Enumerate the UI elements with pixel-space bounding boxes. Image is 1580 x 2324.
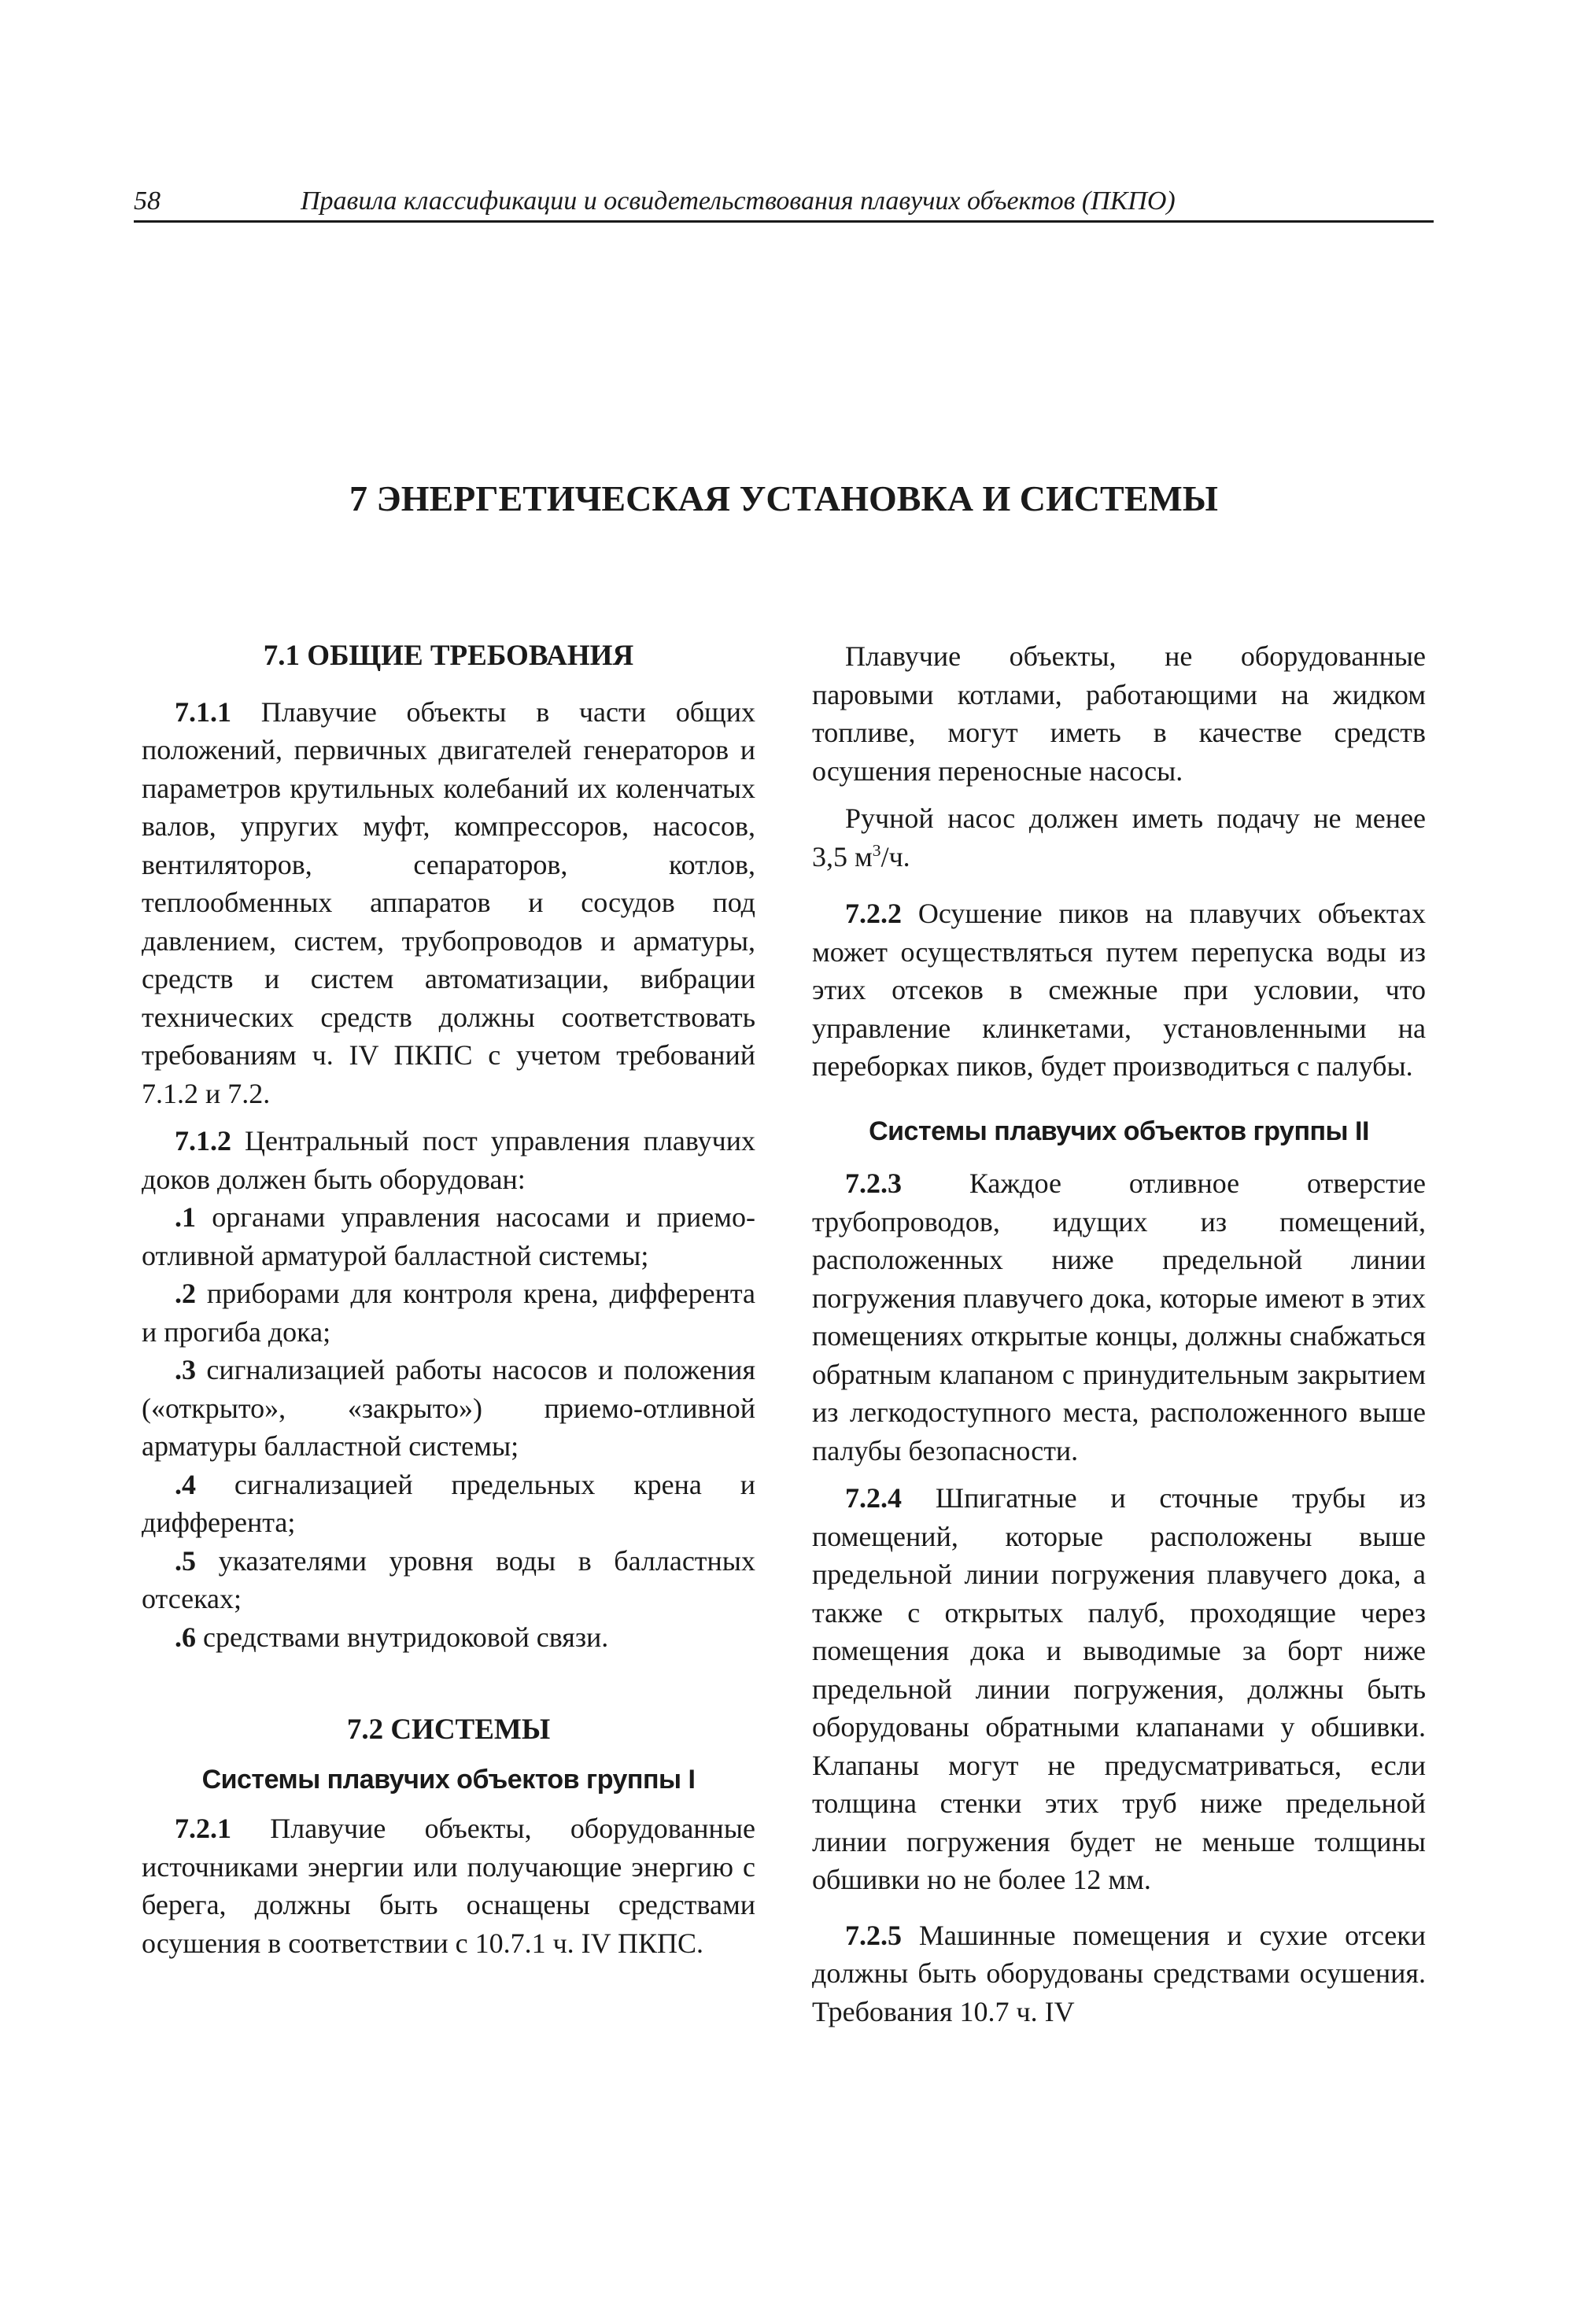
list-item-number: .6	[175, 1621, 196, 1653]
paragraph-7-2-4	[812, 1479, 1426, 1899]
section-7-2-heading: 7.2 СИСТЕМЫ	[346, 1713, 551, 1746]
list-item-number: .3	[175, 1354, 196, 1385]
clause-number: 7.1.1	[175, 695, 231, 728]
running-title: Правила классификации и освидетельствования плавучих объектов (ПКПО)	[301, 186, 1176, 216]
clause-number: 7.1.2	[175, 1125, 231, 1156]
group-1-subheading: Системы плавучих объектов группы I	[201, 1764, 696, 1795]
left-column	[142, 637, 755, 1962]
paragraph-7-1-1	[142, 693, 755, 1113]
list-item-text: органами управления насосами и приемо-отливной арматурой балластной системы;	[142, 1201, 755, 1271]
list-item	[142, 1198, 755, 1275]
paragraph-7-1-2	[142, 1122, 755, 1198]
list-item	[142, 1466, 755, 1542]
clause-number: 7.2.2	[845, 898, 902, 929]
superscript: 3	[872, 840, 881, 860]
list-item-number: .1	[175, 1201, 196, 1233]
group-2-subheading: Системы плавучих объектов группы II	[869, 1116, 1369, 1146]
list-item-number: .5	[175, 1544, 196, 1577]
running-header	[134, 183, 1434, 223]
clause-text: Плавучие объекты, оборудованные источниками энергии или получающие энергию с берега, должны быть оснащены средствами осушения в соответствии с 10.7.1 ч. IV ПКПС.	[142, 1813, 755, 1959]
clause-text: Плавучие объекты в части общих положений, первичных двигателей генераторов и параметров крутильных колебаний их коленчатых валов, упругих муфт, компрессоров, насосов, вентиляторов, сепараторов, котлов, теплообменных аппаратов и сосудов под давлением, систем, трубопроводов и арматуры, средств и систем автоматизации, вибрации технических средств должны соответствовать требованиям ч. IV ПКПС с учетом требований 7.1.2 и 7.2.	[142, 695, 756, 1109]
chapter-title: 7 ЭНЕРГЕТИЧЕСКАЯ УСТАНОВКА И СИСТЕМЫ	[349, 478, 1218, 518]
clause-text: Каждое отливное отверстие трубопроводов, идущих из помещений, расположенных ниже предельной линии погружения плавучего дока, которые имеют в этих помещениях открытые концы, должны снабжаться обратным клапаном с принудительным закрытием из легкодоступного места, расположенного выше палубы безопасности.	[812, 1168, 1426, 1466]
list-item-number: .2	[175, 1278, 196, 1309]
right-column	[812, 637, 1426, 2031]
list-item-text: приборами для контроля крена, дифферента и прогиба дока;	[142, 1278, 755, 1348]
list-item-text: сигнализацией работы насосов и положения («открыто», «закрыто») приемо-отливной арматуры балластной системы;	[142, 1354, 755, 1462]
list-item	[142, 1542, 755, 1618]
page-number: 58	[134, 186, 161, 216]
clause-text: Машинные помещения и сухие отсеки должны быть оборудованы средствами осушения. Требования 10.7 ч. IV	[812, 1919, 1427, 2027]
list-item-text: средствами внутридоковой связи.	[203, 1621, 609, 1653]
clause-text: Центральный пост управления плавучих доков должен быть оборудован:	[142, 1125, 755, 1195]
list-item	[142, 1618, 755, 1657]
paragraph-hand-pump	[812, 799, 1426, 876]
clause-text: Осушение пиков на плавучих объектах может осуществляться путем перепуска воды из этих отсеков в смежные при условии, что управление клинкетами, установленными на переборках пиков, будет производиться с палубы.	[812, 898, 1426, 1082]
paragraph-7-2-3	[812, 1164, 1426, 1470]
section-7-1-heading: 7.1 ОБЩИЕ ТРЕБОВАНИЯ	[263, 640, 634, 672]
list-item-text: сигнализацией предельных крена и дифферента;	[142, 1468, 756, 1538]
paragraph-continuation: Плавучие объекты, не оборудованные паровыми котлами, работающими на жидком топливе, могут иметь в качестве средств осушения переносные насосы.	[812, 640, 1426, 787]
clause-number: 7.2.3	[845, 1168, 902, 1199]
list-item-text: указателями уровня воды в балластных отсеках;	[142, 1544, 755, 1614]
hand-pump-text: Ручной насос должен иметь подачу не менее 3,5 м	[812, 802, 1426, 872]
hand-pump-unit: /ч.	[880, 840, 910, 872]
paragraph-7-2-5	[812, 1916, 1426, 2031]
list-item	[142, 1275, 755, 1351]
list-item-number: .4	[175, 1468, 196, 1500]
paragraph-7-2-1	[142, 1809, 755, 1962]
clause-text: Шпигатные и сточные трубы из помещений, которые расположены выше предельной линии погружения плавучего дока, а также с открытых палуб, проходящие через помещения дока и выводимые за борт ниже предельной линии погружения, должны быть оборудованы обратными клапанами у обшивки. Клапаны могут не предусматриваться, если толщина стенки этих труб ниже предельной линии погружения будет не меньше толщины обшивки но не более 12 мм.	[812, 1482, 1427, 1895]
clause-number: 7.2.1	[175, 1813, 231, 1844]
list-item	[142, 1351, 755, 1466]
paragraph-7-2-2	[812, 895, 1426, 1086]
clause-number: 7.2.4	[845, 1482, 902, 1514]
clause-number: 7.2.5	[845, 1919, 902, 1951]
